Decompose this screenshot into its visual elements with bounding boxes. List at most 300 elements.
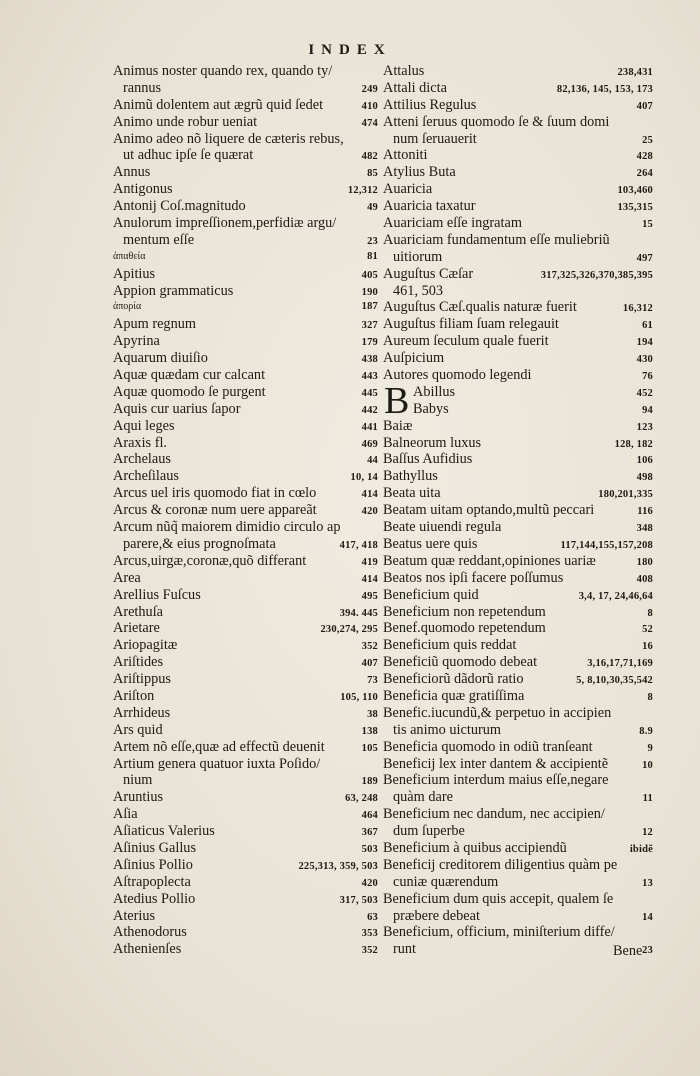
index-entry xyxy=(383,671,653,688)
index-entry xyxy=(383,299,653,316)
index-entry xyxy=(113,299,378,316)
entry-line xyxy=(113,941,378,958)
entry-line xyxy=(113,485,378,502)
index-entry xyxy=(113,891,378,908)
entry-page-reference: 452 xyxy=(636,387,653,399)
entry-term: Auaricia xyxy=(383,181,433,198)
entry-line xyxy=(383,772,653,789)
entry-term: Animo adeo nõ liquere de cæteris rebus, xyxy=(113,130,344,147)
entry-line xyxy=(383,756,653,773)
entry-continuation-line xyxy=(383,283,653,300)
index-entry xyxy=(113,941,378,958)
entry-term: Aterius xyxy=(113,907,156,924)
entry-page-reference: 128, 182 xyxy=(614,438,653,450)
index-entry xyxy=(113,874,378,891)
entry-continuation-line xyxy=(113,772,378,789)
entry-continuation-line xyxy=(113,232,378,249)
entry-term: tis animo uicturum xyxy=(393,721,502,738)
index-entry xyxy=(113,266,378,283)
entry-page-reference: 123 xyxy=(636,421,653,433)
entry-term: ἀπορία xyxy=(113,301,142,313)
entry-page-reference: 8 xyxy=(647,607,653,619)
entry-term: præbere debeat xyxy=(393,907,480,924)
entry-term: Aſinius Gallus xyxy=(113,839,197,856)
entry-term: Aquis cur uarius ſapor xyxy=(113,400,241,417)
index-entry xyxy=(383,451,653,468)
entry-line xyxy=(113,671,378,688)
entry-page-reference: 14 xyxy=(642,911,653,923)
entry-term: Archelaus xyxy=(113,451,171,468)
entry-page-reference: 249 xyxy=(361,83,378,95)
entry-term: Baiæ xyxy=(383,417,413,434)
entry-page-reference: 495 xyxy=(361,590,378,602)
entry-line xyxy=(113,266,378,283)
entry-page-reference: 44 xyxy=(367,455,378,467)
entry-page-reference: 73 xyxy=(367,675,378,687)
index-column-left xyxy=(113,63,378,958)
index-entry xyxy=(113,485,378,502)
entry-line xyxy=(113,688,378,705)
entry-line xyxy=(383,435,653,452)
entry-page-reference: 407 xyxy=(636,100,653,112)
entry-term: Beatos nos ipſi facere poſſumus xyxy=(383,569,564,586)
entry-continuation-line xyxy=(113,147,378,164)
entry-line xyxy=(113,891,378,908)
entry-page-reference: 482 xyxy=(361,151,378,163)
entry-line xyxy=(113,299,378,316)
entry-page-reference: 52 xyxy=(642,624,653,636)
index-column-right xyxy=(383,63,653,958)
entry-line xyxy=(113,181,378,198)
entry-term: Arrhideus xyxy=(113,704,171,721)
entry-term: Attali dicta xyxy=(383,79,447,96)
entry-line xyxy=(113,451,378,468)
entry-term: Auaricia taxatur xyxy=(383,198,476,215)
entry-page-reference: 230,274, 295 xyxy=(320,624,378,636)
index-entry xyxy=(383,756,653,773)
entry-page-reference: 103,460 xyxy=(617,185,653,197)
entry-page-reference: 189 xyxy=(361,776,378,788)
entry-term: Apitius xyxy=(113,265,156,282)
index-entry xyxy=(383,164,653,181)
entry-term: Ariopagitæ xyxy=(113,637,178,654)
entry-term: Ariſtides xyxy=(113,654,164,671)
entry-term: Aruntius xyxy=(113,789,164,806)
entry-page-reference: 135,315 xyxy=(617,202,653,214)
entry-term: Beneficij creditorem diligentius quàm pe xyxy=(383,856,618,873)
entry-line xyxy=(383,485,653,502)
entry-page-reference: 25 xyxy=(642,134,653,146)
entry-term: Animo unde robur ueniat xyxy=(113,113,258,130)
entry-line xyxy=(383,384,653,401)
entry-page-reference: 445 xyxy=(361,387,378,399)
entry-line xyxy=(113,333,378,350)
index-entry xyxy=(113,316,378,333)
entry-term: Beneficia quomodo in odiũ tranſeant xyxy=(383,738,593,755)
entry-term: Atedius Pollio xyxy=(113,890,196,907)
index-entry xyxy=(383,772,653,806)
entry-page-reference: 10 xyxy=(642,759,653,771)
entry-line xyxy=(383,198,653,215)
entry-line xyxy=(113,840,378,857)
index-entry xyxy=(113,181,378,198)
entry-term: Arcus uel iris quomodo fiat in cœlo xyxy=(113,485,317,502)
entry-line xyxy=(113,114,378,131)
entry-term: Aſtrapoplecta xyxy=(113,873,191,890)
entry-term: cuniæ quærendum xyxy=(393,873,499,890)
entry-line xyxy=(383,637,653,654)
entry-line xyxy=(383,97,653,114)
entry-line xyxy=(113,350,378,367)
index-entry xyxy=(113,435,378,452)
entry-page-reference: 94 xyxy=(642,404,653,416)
entry-line xyxy=(113,739,378,756)
entry-page-reference: 420 xyxy=(361,877,378,889)
entry-term: Beneficiorũ dãdorũ ratio xyxy=(383,671,524,688)
entry-line xyxy=(113,553,378,570)
index-entry xyxy=(113,654,378,671)
index-entry xyxy=(113,823,378,840)
index-entry xyxy=(383,654,653,671)
entry-term: Atylius Buta xyxy=(383,164,456,181)
entry-page-reference: 443 xyxy=(361,371,378,383)
entry-line xyxy=(113,418,378,435)
entry-line xyxy=(383,367,653,384)
index-entry xyxy=(113,806,378,823)
entry-line xyxy=(113,874,378,891)
entry-term: Benef.quomodo repetendum xyxy=(383,620,546,637)
index-entry xyxy=(383,266,653,300)
entry-page-reference: 407 xyxy=(361,658,378,670)
entry-term: rannus xyxy=(123,79,162,96)
entry-page-reference: 16,312 xyxy=(622,303,653,315)
entry-page-reference: 3,16,17,71,169 xyxy=(587,658,653,670)
entry-term: Antigonus xyxy=(113,181,173,198)
entry-line xyxy=(383,570,653,587)
index-entry xyxy=(383,215,653,232)
index-entry xyxy=(383,840,653,857)
entry-continuation-line xyxy=(383,722,653,739)
index-entry xyxy=(383,620,653,637)
entry-term: Beneficium interdum maius eſſe,negare xyxy=(383,772,609,789)
entry-page-reference: 225,313, 359, 503 xyxy=(298,860,378,872)
entry-page-reference: 419 xyxy=(361,556,378,568)
index-entry xyxy=(113,705,378,722)
entry-page-reference: 13 xyxy=(642,877,653,889)
entry-line xyxy=(113,570,378,587)
index-entry xyxy=(113,840,378,857)
entry-line xyxy=(383,114,653,131)
entry-term: Beatum quæ reddant,opiniones uariæ xyxy=(383,552,596,569)
index-entry xyxy=(113,620,378,637)
entry-term: Artem nõ eſſe,quæ ad effectũ deuenit xyxy=(113,738,325,755)
index-entry xyxy=(383,232,653,266)
index-entry xyxy=(113,164,378,181)
entry-term: Attilius Regulus xyxy=(383,96,477,113)
entry-term: Ariſton xyxy=(113,687,155,704)
entry-continuation-line xyxy=(113,536,378,553)
entry-page-reference: 16 xyxy=(642,641,653,653)
entry-page-reference: 117,144,155,157,208 xyxy=(560,539,653,551)
entry-page-reference: 187 xyxy=(361,301,378,313)
index-entry xyxy=(383,435,653,452)
entry-continuation-line xyxy=(383,131,653,148)
entry-page-reference: 23 xyxy=(367,235,378,247)
index-entry xyxy=(113,283,378,300)
entry-line xyxy=(113,63,378,80)
index-entry xyxy=(383,198,653,215)
index-entry xyxy=(113,333,378,350)
index-entry xyxy=(113,249,378,266)
entry-line xyxy=(113,198,378,215)
entry-line xyxy=(383,654,653,671)
entry-term: Ariſtippus xyxy=(113,671,171,688)
entry-term: Athenodorus xyxy=(113,924,187,941)
entry-term: Aqui leges xyxy=(113,417,175,434)
entry-line xyxy=(383,80,653,97)
entry-line xyxy=(383,468,653,485)
index-entry xyxy=(383,857,653,891)
entry-page-reference: 469 xyxy=(361,438,378,450)
entry-page-reference: 63 xyxy=(367,911,378,923)
index-entry xyxy=(113,739,378,756)
index-entry xyxy=(383,637,653,654)
entry-line xyxy=(113,604,378,621)
index-entry xyxy=(113,63,378,97)
entry-continuation-line xyxy=(383,874,653,891)
entry-line xyxy=(383,181,653,198)
entry-line xyxy=(113,502,378,519)
entry-line xyxy=(113,249,378,266)
entry-term: Beneficium, officium, miniſterium diffe/ xyxy=(383,924,615,941)
entry-term: Aquarum diuiſio xyxy=(113,350,208,367)
index-entry xyxy=(383,114,653,148)
entry-line xyxy=(113,924,378,941)
entry-page-reference: 414 xyxy=(361,489,378,501)
entry-line xyxy=(113,468,378,485)
entry-term: Bathyllus xyxy=(383,468,438,485)
entry-line xyxy=(383,536,653,553)
entry-term: Beneficiũ quomodo debeat xyxy=(383,654,538,671)
index-entry xyxy=(113,215,378,249)
entry-term: Baſſus Aufidius xyxy=(383,451,473,468)
entry-line xyxy=(113,587,378,604)
entry-page-reference: 503 xyxy=(361,843,378,855)
entry-page-reference: 352 xyxy=(361,945,378,957)
entry-term: Arcum nũq̃ maiorem dimidio circulo ap xyxy=(113,519,341,536)
entry-line xyxy=(383,620,653,637)
entry-line xyxy=(383,232,653,249)
index-entry xyxy=(113,114,378,131)
index-entry xyxy=(383,333,653,350)
entry-page-reference: 8.9 xyxy=(639,725,653,737)
entry-page-reference: 430 xyxy=(636,354,653,366)
index-entry xyxy=(113,570,378,587)
entry-line xyxy=(113,384,378,401)
entry-page-reference: 194 xyxy=(636,337,653,349)
index-entry xyxy=(383,739,653,756)
entry-term: Aureum ſeculum quale fuerit xyxy=(383,333,549,350)
entry-page-reference: 417, 418 xyxy=(339,539,378,551)
entry-page-reference: 264 xyxy=(636,168,653,180)
entry-term: Apyrina xyxy=(113,333,160,350)
entry-line xyxy=(113,823,378,840)
entry-page-reference: 353 xyxy=(361,928,378,940)
entry-line xyxy=(383,705,653,722)
entry-page-reference: 405 xyxy=(361,269,378,281)
entry-term: ἀπαθεία xyxy=(113,250,146,262)
index-entry xyxy=(113,97,378,114)
index-entry xyxy=(383,570,653,587)
entry-page-reference: 474 xyxy=(361,117,378,129)
entry-term: Antonij Coſ.magnitudo xyxy=(113,198,246,215)
entry-term: quàm dare xyxy=(393,789,453,806)
entry-line xyxy=(113,705,378,722)
entry-line xyxy=(383,688,653,705)
index-entry xyxy=(113,756,378,790)
entry-line xyxy=(383,553,653,570)
entry-term: Auſpicium xyxy=(383,350,445,367)
index-entry xyxy=(113,789,378,806)
entry-line xyxy=(383,739,653,756)
index-entry xyxy=(113,688,378,705)
index-entry xyxy=(113,468,378,485)
entry-line xyxy=(113,283,378,300)
entry-term: Animus noster quando rex, quando ty/ xyxy=(113,63,333,79)
entry-line xyxy=(383,891,653,908)
entry-line xyxy=(113,756,378,773)
entry-continuation-line xyxy=(383,789,653,806)
entry-term: Auariciam eſſe ingratam xyxy=(383,215,522,232)
entry-line xyxy=(383,840,653,857)
entry-term: runt xyxy=(393,941,417,958)
entry-term: Benefic.iucundũ,& perpetuo in accipien xyxy=(383,704,612,721)
entry-term: Beneficium non repetendum xyxy=(383,603,546,620)
entry-page-reference: 317,325,326,370,385,395 xyxy=(540,269,653,281)
index-entry xyxy=(113,924,378,941)
entry-line xyxy=(113,789,378,806)
entry-term: Balneorum luxus xyxy=(383,434,482,451)
entry-page-reference: 9 xyxy=(647,742,653,754)
index-entry xyxy=(383,80,653,97)
drop-capital: B xyxy=(384,379,410,422)
entry-page-reference: 10, 14 xyxy=(350,472,378,484)
entry-line xyxy=(113,620,378,637)
entry-line xyxy=(383,857,653,874)
entry-page-reference: 11 xyxy=(642,793,653,805)
entry-term: Beate uiuendi regula xyxy=(383,519,502,536)
index-entry xyxy=(383,705,653,739)
entry-page-reference: 348 xyxy=(636,523,653,535)
entry-page-reference: 23 xyxy=(642,945,653,957)
entry-page-reference: 352 xyxy=(361,641,378,653)
index-entry xyxy=(113,519,378,553)
entry-term: Beatus uere quis xyxy=(383,535,478,552)
entry-page-reference: 414 xyxy=(361,573,378,585)
entry-line xyxy=(383,147,653,164)
index-entry xyxy=(113,587,378,604)
entry-page-reference: 394. 445 xyxy=(339,607,378,619)
entry-line xyxy=(113,637,378,654)
entry-continuation-line xyxy=(383,401,653,418)
entry-line xyxy=(383,604,653,621)
entry-term: Beneficium quis reddat xyxy=(383,637,517,654)
entry-term: Atteni ſeruus quomodo ſe & ſuum domi xyxy=(383,113,610,130)
entry-term: Arcus,uirgæ,coronæ,quõ differant xyxy=(113,552,307,569)
entry-term: Archeſilaus xyxy=(113,468,179,485)
index-entry xyxy=(383,350,653,367)
entry-page-reference: 105 xyxy=(361,742,378,754)
entry-term: Beneficium dum quis accepit, qualem ſe xyxy=(383,890,614,907)
index-entry xyxy=(113,384,378,401)
entry-page-reference: 3,4, 17, 24,46,64 xyxy=(578,590,653,602)
entry-page-reference: 105, 110 xyxy=(340,691,378,703)
entry-term: mentum eſſe xyxy=(123,231,195,248)
entry-line xyxy=(383,671,653,688)
index-entry xyxy=(383,181,653,198)
entry-line xyxy=(383,63,653,80)
entry-term: Anulorum impreſſionem,perfidiæ argu/ xyxy=(113,215,337,232)
entry-page-reference: 85 xyxy=(367,168,378,180)
entry-page-reference: 497 xyxy=(636,252,653,264)
entry-page-reference: 61 xyxy=(642,320,653,332)
index-entry xyxy=(113,553,378,570)
entry-continuation-line xyxy=(113,80,378,97)
index-entry xyxy=(113,131,378,165)
page-header: INDEX xyxy=(308,42,392,58)
index-entry xyxy=(383,587,653,604)
entry-term: Arellius Fuſcus xyxy=(113,586,201,603)
entry-line xyxy=(383,587,653,604)
entry-continuation-line xyxy=(383,908,653,925)
index-entry xyxy=(113,671,378,688)
entry-page-reference: 5, 8,10,30,35,542 xyxy=(576,675,653,687)
entry-page-reference: 76 xyxy=(642,371,653,383)
entry-term: uitiorum xyxy=(393,248,443,265)
entry-line xyxy=(113,908,378,925)
entry-term: Aquæ quædam cur calcant xyxy=(113,367,266,384)
entry-term: Aſia xyxy=(113,806,138,823)
entry-line xyxy=(383,299,653,316)
entry-term: Auguſtus Cæſar xyxy=(383,265,474,282)
entry-term: Autores quomodo legendi xyxy=(383,367,532,384)
entry-page-reference: ibidẽ xyxy=(629,843,653,855)
index-entry xyxy=(383,485,653,502)
entry-line xyxy=(113,857,378,874)
entry-page-reference: 81 xyxy=(367,250,378,262)
entry-page-reference: 12 xyxy=(642,827,653,839)
index-entry xyxy=(113,857,378,874)
entry-line xyxy=(383,350,653,367)
entry-page-reference: 63, 248 xyxy=(345,793,378,805)
index-entry xyxy=(383,147,653,164)
entry-page-reference: 116 xyxy=(637,506,653,518)
entry-page-reference: 441 xyxy=(361,421,378,433)
index-entry xyxy=(113,908,378,925)
entry-line xyxy=(113,401,378,418)
entry-term: Abillus xyxy=(413,383,456,400)
entry-term: Aquæ quomodo ſe purgent xyxy=(113,383,266,400)
index-entry xyxy=(383,688,653,705)
entry-term: Beneficij lex inter dantem & accipientẽ xyxy=(383,755,609,772)
entry-term: Athenienſes xyxy=(113,941,182,958)
entry-term: nium xyxy=(123,772,153,789)
entry-page-reference: 179 xyxy=(361,337,378,349)
entry-term: Appion grammaticus xyxy=(113,282,234,299)
index-entry xyxy=(383,367,653,384)
index-entry xyxy=(113,198,378,215)
entry-line xyxy=(383,924,653,941)
